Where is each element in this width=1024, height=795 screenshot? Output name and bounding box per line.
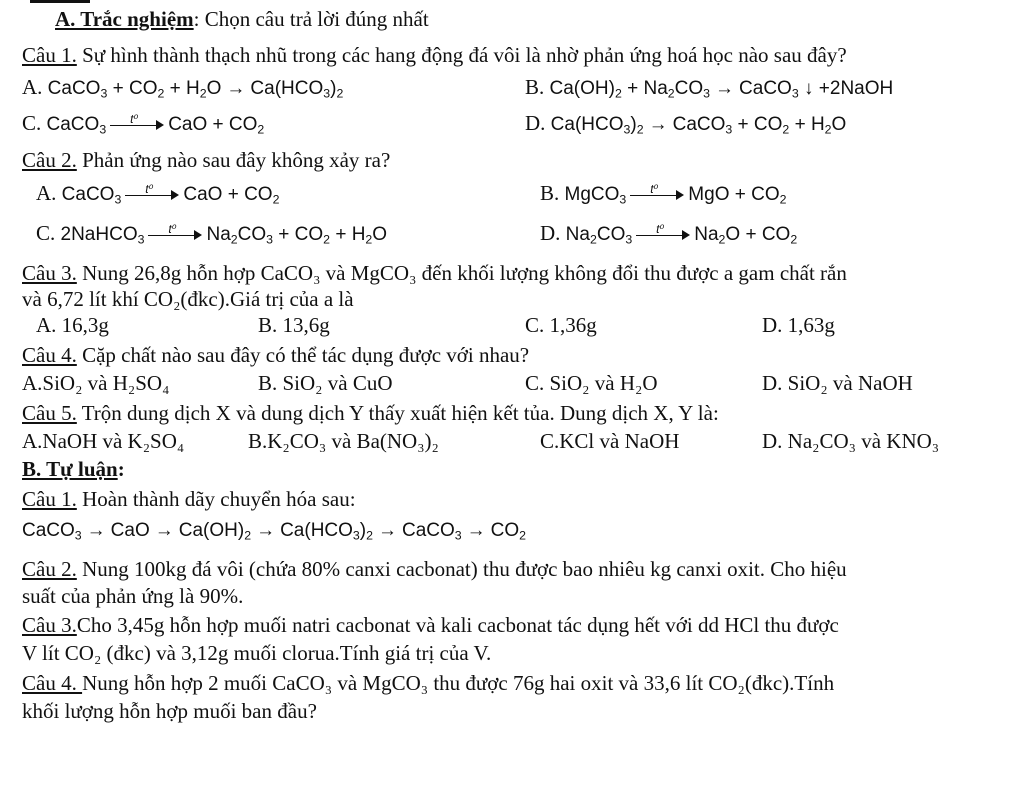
q1-text: Sự hình thành thạch nhũ trong các hang động đá vôi là nhờ phản ứng hoá học nào sau đây? (76, 43, 847, 67)
q1-option-d (525, 110, 846, 138)
e1-label: Câu 1. (22, 487, 77, 511)
q5-option-c: C.KCl và NaOH (540, 429, 680, 453)
q3-text1: Nung 26,8g hỗn hợp CaCO₃ và MgCO₃ đến khối lượng không đổi thu được a gam chất rắn (76, 261, 847, 285)
t0-label: t⁰ (650, 181, 659, 196)
e1-chain-formula: CaCO$_3$ → CaO → $Ca(OH)_2 \to Ca(HCO_3)_2$ → CaCO$_3$ → $CO_2$ (22, 520, 527, 543)
q5-option-a: A.NaOH và K₂SO₄ (22, 429, 185, 453)
q3-stem-line2: và 6,72 lít khí CO₂(đkc).Giá trị của a là (22, 287, 354, 311)
q1-a-formula: CaCO$_3$ + $CO_2 + H_2O \to Ca(HCO_3)_2$ (47, 78, 344, 101)
t0-label: t⁰ (656, 221, 665, 236)
q2-option-a (36, 180, 279, 208)
q4-label: Câu 4. (22, 343, 77, 367)
q4-option-c: C. SiO₂ và H₂O (525, 371, 658, 395)
q2-text: Phản ứng nào sau đây không xảy ra? (76, 148, 391, 172)
q4-option-b: B. SiO₂ và CuO (258, 371, 393, 395)
q4-text: Cặp chất nào sau đây có thể tác dụng được với nhau? (76, 343, 530, 367)
e3-label: Câu 3. (22, 613, 77, 637)
arrow-icon: → (466, 520, 486, 541)
arrow-icon: → (715, 78, 735, 99)
q2-b-letter: B. (540, 181, 560, 205)
arrow-icon: → (256, 520, 276, 541)
arrow-icon: → (86, 520, 106, 541)
q5-option-b: B.K₂CO₃ và Ba(NO₃)₂ (248, 429, 439, 453)
q4-option-d: D. SiO₂ và NaOH (762, 371, 913, 395)
q1-label: Câu 1. (22, 43, 77, 67)
q4-option-a: A.SiO₂ và H₂SO₄ (22, 371, 170, 395)
t0-label: t⁰ (145, 181, 154, 196)
t0-label: t⁰ (168, 221, 177, 236)
q2-stem (22, 147, 390, 174)
heat-arrow-icon (148, 221, 202, 244)
section-a-heading (55, 6, 429, 33)
e4-label: Câu 4. (22, 671, 83, 695)
e1-stem (22, 486, 356, 513)
q2-b-formula: MgCO$_3$ t⁰ MgO + $CO_2$ (565, 184, 787, 205)
e4-stem-line1 (22, 670, 834, 697)
q3-option-d: D. 1,63g (762, 313, 835, 337)
e4-stem-line2: khối lượng hỗn hợp muối ban đầu? (22, 699, 317, 723)
q1-option-a (22, 74, 343, 102)
e2-stem-line1 (22, 556, 847, 583)
arrow-icon: → (378, 520, 397, 541)
section-b-title: B. Tự luận (22, 457, 118, 481)
q3-label: Câu 3. (22, 261, 77, 285)
q1-c-letter: C. (22, 111, 42, 135)
heat-arrow-icon (125, 181, 179, 204)
q2-option-c (36, 220, 387, 248)
heat-arrow-icon (110, 111, 164, 134)
arrow-icon: → (648, 114, 668, 135)
q2-c-letter: C. (36, 221, 56, 245)
q1-b-letter: B. (525, 75, 545, 99)
q5-label: Câu 5. (22, 401, 77, 425)
q3-option-c: C. 1,36g (525, 313, 597, 337)
q1-b-formula: $Ca(OH)_2 + Na_2CO_3$ → CaCO$_3$ ↓ +2NaOH (549, 78, 894, 101)
e3-stem-line2: V lít CO₂ (đkc) và 3,12g muối clorua.Tính giá trị của V. (22, 641, 492, 665)
q2-option-b (540, 180, 787, 208)
e3-stem-line1 (22, 612, 839, 639)
q2-a-letter: A. (36, 181, 57, 205)
q3-option-b: B. 13,6g (258, 313, 330, 337)
q1-d-letter: D. (525, 111, 546, 135)
q2-option-d (540, 220, 797, 248)
top-rule (30, 0, 90, 3)
q5-stem (22, 400, 719, 427)
q2-d-letter: D. (540, 221, 561, 245)
q2-c-formula: 2NaHCO$_3$ t⁰ $Na_2CO_3 + CO_2 + H_2O$ (61, 224, 388, 245)
arrow-icon: → (226, 78, 246, 99)
q4-stem (22, 342, 529, 369)
e2-text1: Nung 100kg đá vôi (chứa 80% canxi cacbonat) thu được bao nhiêu kg canxi oxit. Cho hiệu (76, 557, 847, 581)
section-a-instruction: : Chọn câu trả lời đúng nhất (193, 7, 429, 31)
q2-d-formula: $Na_2CO_3$ t⁰ $Na_2O + CO_2$ (566, 224, 798, 245)
arrow-icon: → (154, 520, 174, 541)
q1-option-b (525, 74, 893, 102)
e2-label: Câu 2. (22, 557, 77, 581)
section-b-heading (22, 456, 125, 483)
e3-text1: Cho 3,45g hỗn hợp muối natri cacbonat và kali cacbonat tác dụng hết với dd HCl thu được (76, 613, 839, 637)
q2-a-formula: CaCO$_3$ t⁰ CaO + $CO_2$ (62, 184, 280, 205)
section-b-colon: : (117, 457, 125, 481)
q3-option-a: A. 16,3g (36, 313, 109, 337)
q1-c-formula: CaCO$_3$ t⁰ CaO + $CO_2$ (47, 114, 265, 135)
q5-text: Trộn dung dịch X và dung dịch Y thấy xuất hiện kết tủa. Dung dịch X, Y là: (76, 401, 719, 425)
q1-stem (22, 42, 847, 69)
q5-option-d: D. Na₂CO₃ và KNO₃ (762, 429, 940, 453)
q3-stem-line1 (22, 260, 847, 287)
section-a-title: A. Trắc nghiệm (55, 7, 194, 31)
e2-stem-line2: suất của phản ứng là 90%. (22, 584, 244, 608)
e1-text: Hoàn thành dãy chuyển hóa sau: (76, 487, 356, 511)
e4-text1: Nung hỗn hợp 2 muối CaCO₃ và MgCO₃ thu được 76g hai oxit và 33,6 lít CO₂(đkc).Tính (82, 671, 835, 695)
q1-d-formula: $Ca(HCO_3)_2$ → CaCO$_3$ + $CO_2 + H_2O$ (550, 114, 847, 137)
down-arrow-icon: ↓ (804, 78, 814, 99)
t0-label: t⁰ (130, 111, 139, 126)
q1-a-letter: A. (22, 75, 43, 99)
heat-arrow-icon (636, 221, 690, 244)
q1-option-c (22, 110, 264, 138)
q2-label: Câu 2. (22, 148, 77, 172)
heat-arrow-icon (630, 181, 684, 204)
